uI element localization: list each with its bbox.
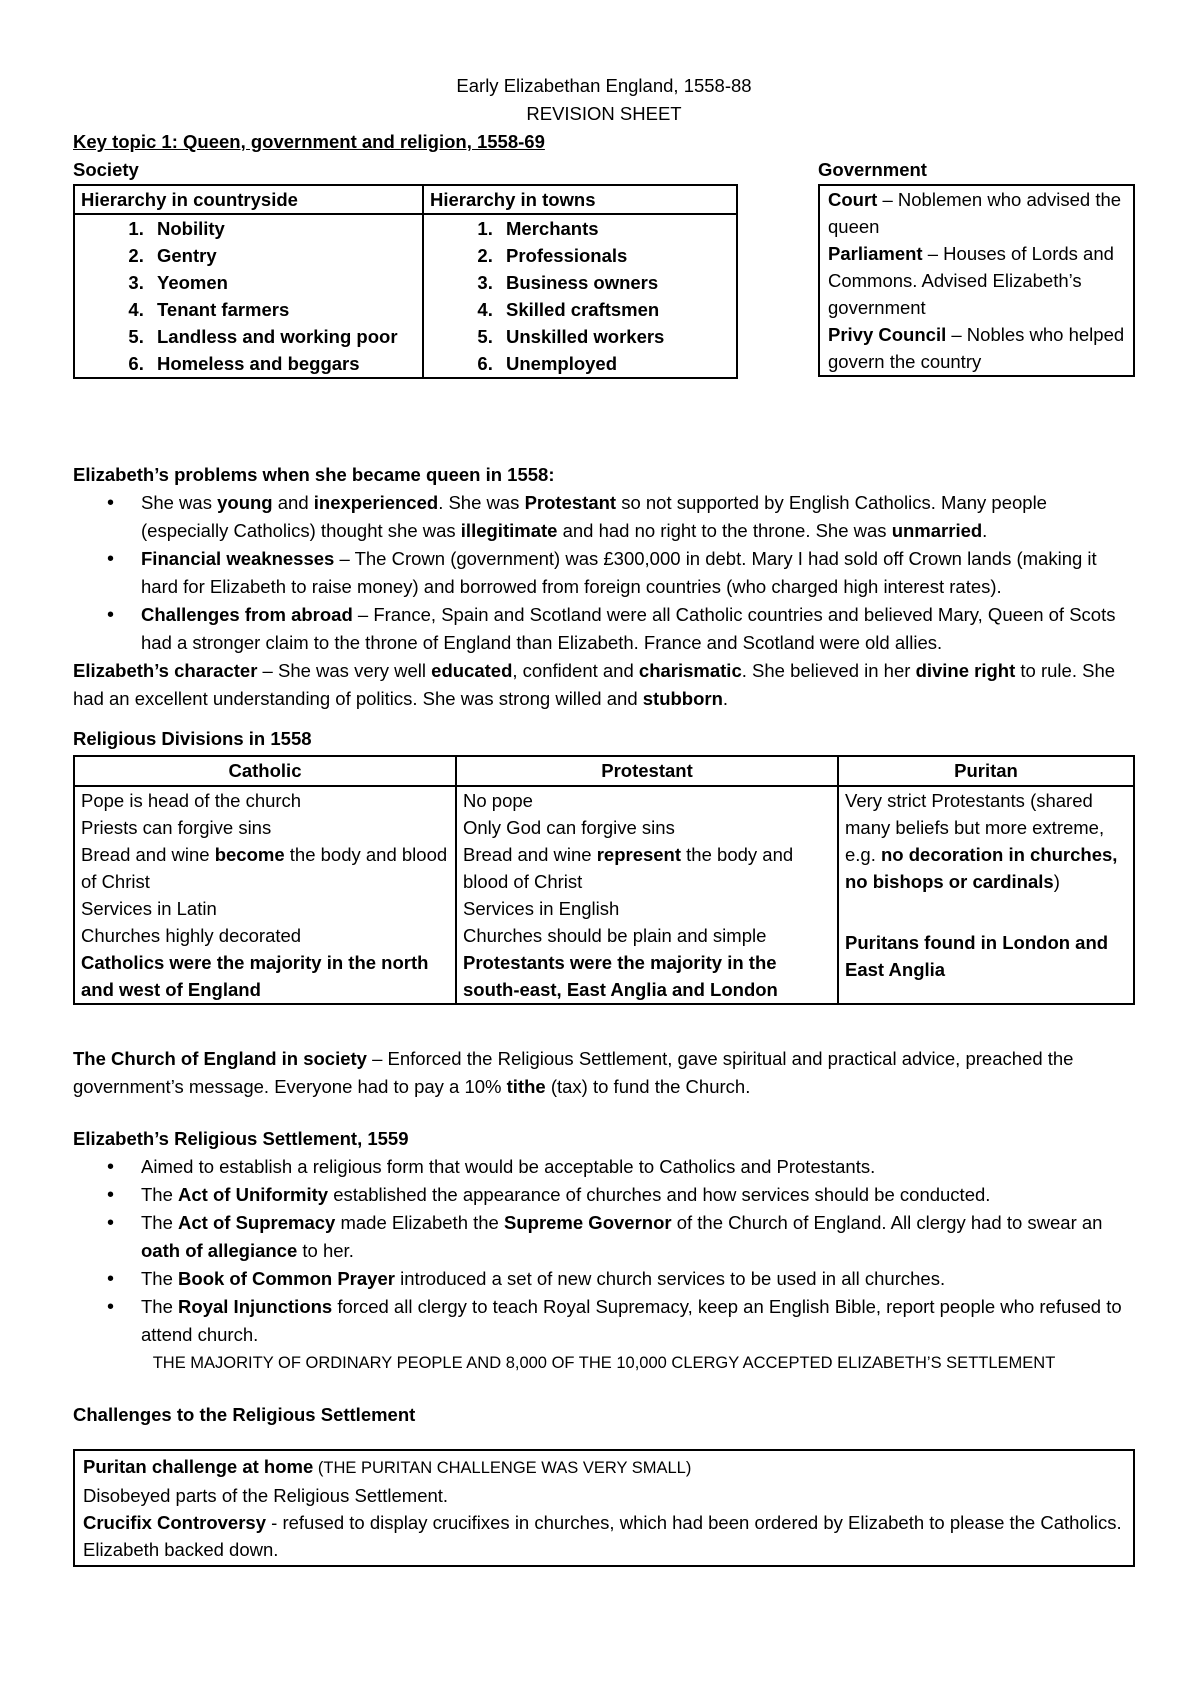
towns-list xyxy=(424,215,736,377)
list-item: 5. Landless and working poor xyxy=(149,323,422,350)
towns-header: Hierarchy in towns xyxy=(423,185,737,214)
settlement-list xyxy=(73,1153,1135,1349)
desc: – Nobles who helped govern the country xyxy=(828,324,1125,372)
list-item: • The Act of Supremacy made Elizabeth the Supreme Governor of the Church of England. All clergy had to swear an oath of allegiance to her. xyxy=(141,1209,1135,1265)
countryside-header: Hierarchy in countryside xyxy=(74,185,423,214)
list-item: 4. Skilled craftsmen xyxy=(498,296,736,323)
term: Privy Council xyxy=(828,324,947,345)
list-item: • Aimed to establish a religious form that would be acceptable to Catholics and Protestants. xyxy=(141,1153,1135,1181)
desc: – Houses of Lords and Commons. Advised Elizabeth’s government xyxy=(828,243,1114,318)
settlement-heading: Elizabeth’s Religious Settlement, 1559 xyxy=(73,1128,409,1149)
government-label: Government xyxy=(818,159,927,180)
list-item: 2. Gentry xyxy=(149,242,422,269)
puritan-cell: Very strict Protestants (shared many beliefs but more extreme, e.g. no decoration in churches, no bishops or cardinals) Puritans found in London and East Anglia xyxy=(838,786,1134,1004)
list-item: • The Book of Common Prayer introduced a set of new church services to be used in all churches. xyxy=(141,1265,1135,1293)
list-item: 6. Unemployed xyxy=(498,350,736,377)
list-item: 2. Professionals xyxy=(498,242,736,269)
problems-list xyxy=(73,489,1135,657)
hierarchy-table xyxy=(73,184,738,379)
countryside-list xyxy=(75,215,422,377)
list-item: • The Act of Uniformity established the appearance of churches and how services should be conducted. xyxy=(141,1181,1135,1209)
list-item: 1. Merchants xyxy=(498,215,736,242)
settlement-caps-note: THE MAJORITY OF ORDINARY PEOPLE AND 8,000 OF THE 10,000 CLERGY ACCEPTED ELIZABETH’S SETTLEMENT xyxy=(152,1354,1056,1372)
countryside-list-cell xyxy=(74,214,423,378)
society-section xyxy=(73,156,738,379)
list-item: 3. Business owners xyxy=(498,269,736,296)
list-item: 1. Nobility xyxy=(149,215,422,242)
church-paragraph: The Church of England in society – Enforced the Religious Settlement, gave spiritual and practical advice, preached the government’s message. Everyone had to pay a 10% tithe (tax) to fund the Church. xyxy=(73,1048,1074,1097)
term: Parliament xyxy=(828,243,923,264)
government-item xyxy=(828,321,1125,375)
list-item: 5. Unskilled workers xyxy=(498,323,736,350)
government-item xyxy=(828,186,1125,240)
challenges-heading: Challenges to the Religious Settlement xyxy=(73,1404,416,1425)
catholic-header: Catholic xyxy=(74,756,456,786)
problems-heading: Elizabeth’s problems when she became queen in 1558: xyxy=(73,464,555,485)
page-subtitle: REVISION SHEET xyxy=(526,103,682,124)
revision-sheet xyxy=(73,72,1135,1567)
religious-divisions-table xyxy=(73,755,1135,1005)
protestant-cell: No pope Only God can forgive sins Bread and wine represent the body and blood of Christ Services in English Churches should be plain and simple Protestants were the majority in the south-east, East Anglia and London xyxy=(456,786,838,1004)
page-title: Early Elizabethan England, 1558-88 xyxy=(456,75,752,96)
society-government-row xyxy=(73,156,1135,476)
catholic-cell: Pope is head of the church Priests can forgive sins Bread and wine become the body and blood of Christ Services in Latin Churches highly decorated Catholics were the majority in the north and west of England xyxy=(74,786,456,1004)
desc: – Noblemen who advised the queen xyxy=(828,189,1122,237)
puritan-header: Puritan xyxy=(838,756,1134,786)
key-topic-heading: Key topic 1: Queen, government and religion, 1558-69 xyxy=(73,131,545,152)
list-item: • She was young and inexperienced. She was Protestant so not supported by English Catholics. Many people (especially Catholics) thought she was illegitimate and had no right to the throne. She was unmarried. xyxy=(141,489,1135,545)
towns-list-cell xyxy=(423,214,737,378)
list-item: 3. Yeomen xyxy=(149,269,422,296)
puritan-challenge-box: Puritan challenge at home (THE PURITAN CHALLENGE WAS VERY SMALL) Disobeyed parts of the Religious Settlement. Crucifix Controversy - refused to display crucifixes in churches, which had been ordered by Elizabeth to please the Catholics. Elizabeth backed down. xyxy=(73,1449,1135,1567)
society-label: Society xyxy=(73,159,139,180)
government-box xyxy=(818,184,1135,377)
government-item xyxy=(828,240,1125,321)
list-item: 6. Homeless and beggars xyxy=(149,350,422,377)
list-item: • Financial weaknesses – The Crown (government) was £300,000 in debt. Mary I had sold off Crown lands (making it hard for Elizabeth to raise money) and borrowed from foreign countries (who charged high interest rates). xyxy=(141,545,1135,601)
government-section xyxy=(818,156,1135,377)
list-item: • Challenges from abroad – France, Spain and Scotland were all Catholic countries and believed Mary, Queen of Scots had a stronger claim to the throne of England than Elizabeth. France and Scotland were old allies. xyxy=(141,601,1135,657)
term: Court xyxy=(828,189,878,210)
religious-divisions-heading: Religious Divisions in 1558 xyxy=(73,728,312,749)
character-paragraph: Elizabeth’s character – She was very well educated, confident and charismatic. She believed in her divine right to rule. She had an excellent understanding of politics. She was strong willed and stubborn. xyxy=(73,660,1116,709)
list-item: • The Royal Injunctions forced all clergy to teach Royal Supremacy, keep an English Bible, report people who refused to attend church. xyxy=(141,1293,1135,1349)
protestant-header: Protestant xyxy=(456,756,838,786)
list-item: 4. Tenant farmers xyxy=(149,296,422,323)
